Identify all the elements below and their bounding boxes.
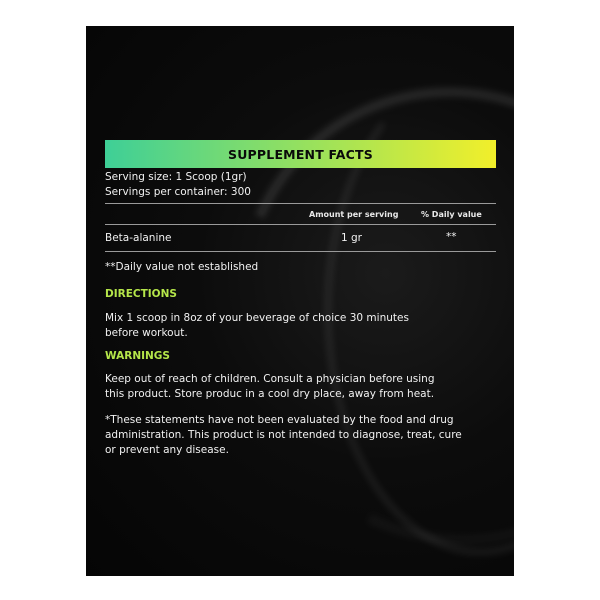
divider — [105, 251, 496, 252]
supplement-facts-title: SUPPLEMENT FACTS — [228, 146, 373, 162]
warnings-line: this product. Store produc in a cool dry place, away from heat. — [105, 388, 435, 400]
ingredient-name: Beta-alanine — [105, 232, 172, 244]
ingredient-amount: 1 gr — [341, 232, 362, 244]
disclaimer-line: or prevent any disease. — [105, 444, 229, 456]
warnings-heading: WARNINGS — [105, 350, 170, 362]
supplement-facts-header — [105, 140, 496, 168]
disclaimer-line: *These statements have not been evaluated by the food and drug — [105, 414, 454, 426]
label-panel — [86, 26, 514, 576]
directions-text — [105, 311, 485, 341]
ingredient-daily-value: ** — [446, 231, 457, 243]
directions-line: before workout. — [105, 327, 188, 339]
daily-value-footnote: **Daily value not established — [105, 261, 259, 273]
divider — [105, 203, 496, 204]
amount-column-header: Amount per serving — [309, 210, 399, 219]
daily-value-column-header: % Daily value — [421, 210, 482, 219]
servings-per-container: Servings per container: 300 — [105, 186, 251, 198]
directions-heading: DIRECTIONS — [105, 288, 177, 300]
disclaimer-text — [105, 413, 485, 458]
disclaimer-line: administration. This product is not intended to diagnose, treat, cure — [105, 429, 462, 441]
serving-size: Serving size: 1 Scoop (1gr) — [105, 171, 247, 183]
warnings-line: Keep out of reach of children. Consult a physician before using — [105, 373, 435, 385]
divider — [105, 224, 496, 225]
warnings-text — [105, 372, 485, 402]
directions-line: Mix 1 scoop in 8oz of your beverage of choice 30 minutes — [105, 312, 409, 324]
